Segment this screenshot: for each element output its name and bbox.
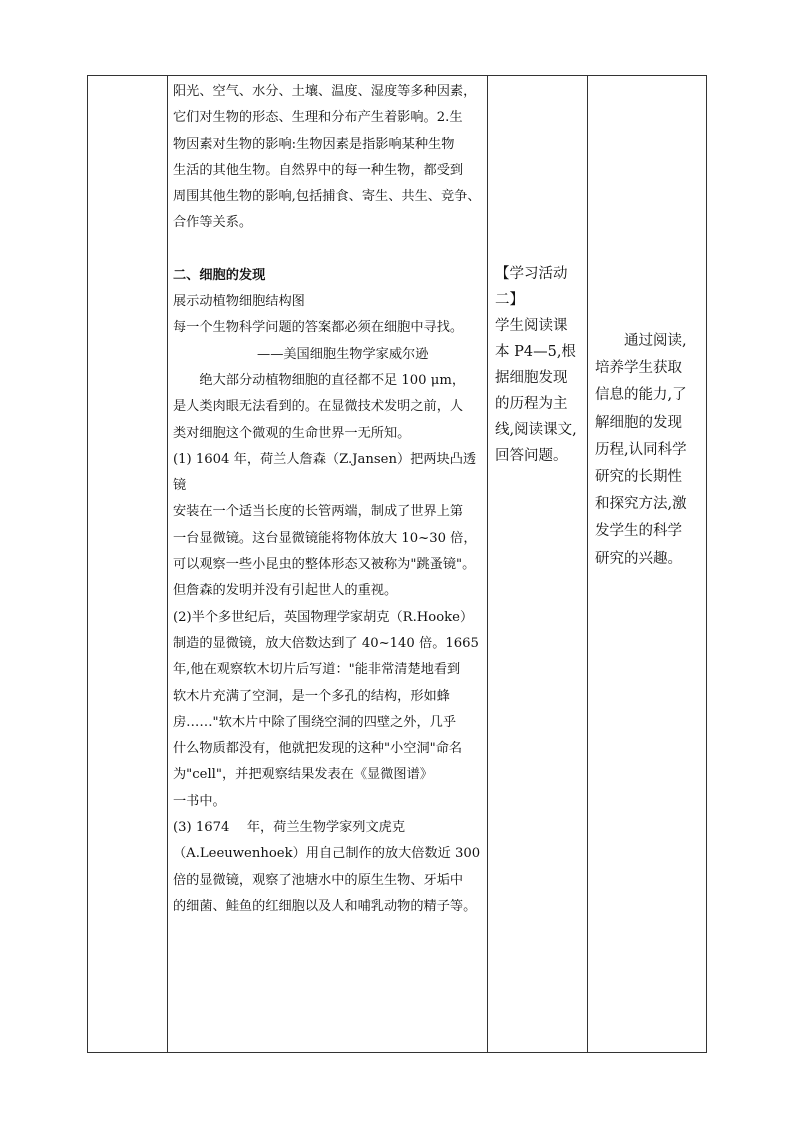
activity-line: 学生阅读课 xyxy=(495,318,568,334)
activity-line: 【学习活动 xyxy=(495,266,568,282)
column-blank xyxy=(88,76,168,1052)
quote: 每一个生物科学问题的答案都必须在细胞中寻找。 xyxy=(173,320,464,336)
text-line: 年,他在观察软木切片后写道："能非常清楚地看到 xyxy=(173,662,461,678)
content-text xyxy=(173,79,483,920)
text-line: 为"cell"，并把观察结果发表在《显微图谱》 xyxy=(173,767,433,783)
text-line: 物因素对生物的影响:生物因素是指影响某种生物 xyxy=(173,136,455,152)
activity-line: 本 P4—5,根 xyxy=(495,344,576,360)
text-line: 倍的显微镜，观察了池塘水中的原生生物、牙垢中 xyxy=(173,872,464,888)
activity-line: 回答问题。 xyxy=(495,448,568,464)
text-line: 安装在一个适当长度的长管两端，制成了世界上第 xyxy=(173,504,464,520)
activity-line: 线,阅读课文, xyxy=(495,422,577,438)
text-line: 绝大部分动植物细胞的直径都不足 100 μm， xyxy=(199,372,466,388)
quote-author: ——美国细胞生物学家威尔逊 xyxy=(257,346,429,362)
text-line: 一台显微镜。这台显微镜能将物体放大 10~30 倍， xyxy=(173,530,477,546)
goal-text xyxy=(595,328,691,573)
text-line: 一书中。 xyxy=(173,793,226,809)
section-heading: 二、细胞的发现 xyxy=(173,267,266,283)
goal-paragraph: 通过阅读,培养学生获取信息的能力,了解细胞的发现历程,认同科学研究的长期性和探究方法,激发学生的科学研究的兴趣。 xyxy=(595,333,687,567)
text-line: （A.Leeuwenhoek）用自己制作的放大倍数近 300 xyxy=(173,846,481,862)
text-line: 展示动植物细胞结构图 xyxy=(173,294,305,310)
text-line: 但詹森的发明并没有引起世人的重视。 xyxy=(173,583,398,599)
text-line: 可以观察一些小昆虫的整体形态又被称为"跳蚤镜"。 xyxy=(173,557,476,573)
activity-line: 据细胞发现 xyxy=(495,370,568,386)
text-line: 它们对生物的形态、生理和分布产生着影响。2.生 xyxy=(173,110,463,126)
text-line: 房……"软木片中除了围绕空洞的四壁之外，几乎 xyxy=(173,714,457,730)
text-line: (1) 1604 年，荷兰人詹森（Z.Jansen）把两块凸透镜 xyxy=(173,451,477,494)
activity-line: 二】 xyxy=(495,292,524,308)
text-line: 是人类肉眼无法看到的。在显微技术发明之前，人 xyxy=(173,399,464,415)
text-line: 阳光、空气、水分、土壤、温度、湿度等多种因素， xyxy=(173,84,477,99)
text-line: 制造的显微镜，放大倍数达到了 40~140 倍。1665 xyxy=(173,635,479,651)
text-line: 的细菌、鲑鱼的红细胞以及人和哺乳动物的精子等。 xyxy=(173,898,477,914)
activity-line: 的历程为主 xyxy=(495,396,568,412)
text-line: 生活的其他生物。自然界中的每一种生物，都受到 xyxy=(173,162,464,178)
column-activity xyxy=(488,76,588,1052)
text-line: 什么物质都没有，他就把发现的这种"小空洞"命名 xyxy=(173,741,463,757)
text-line: 合作等关系。 xyxy=(173,215,253,231)
text-line: (3) 1674 年，荷兰生物学家列文虎克 xyxy=(173,820,406,836)
text-line: 软木片充满了空洞，是一个多孔的结构，形如蜂 xyxy=(173,688,450,704)
text-line: 类对细胞这个微观的生命世界一无所知。 xyxy=(173,425,411,441)
activity-text xyxy=(495,261,585,469)
text-line: (2)半个多世纪后，英国物理学家胡克（R.Hooke） xyxy=(173,609,474,625)
text-line: 周围其他生物的影响,包括捕食、寄生、共生、竞争、 xyxy=(173,189,481,205)
